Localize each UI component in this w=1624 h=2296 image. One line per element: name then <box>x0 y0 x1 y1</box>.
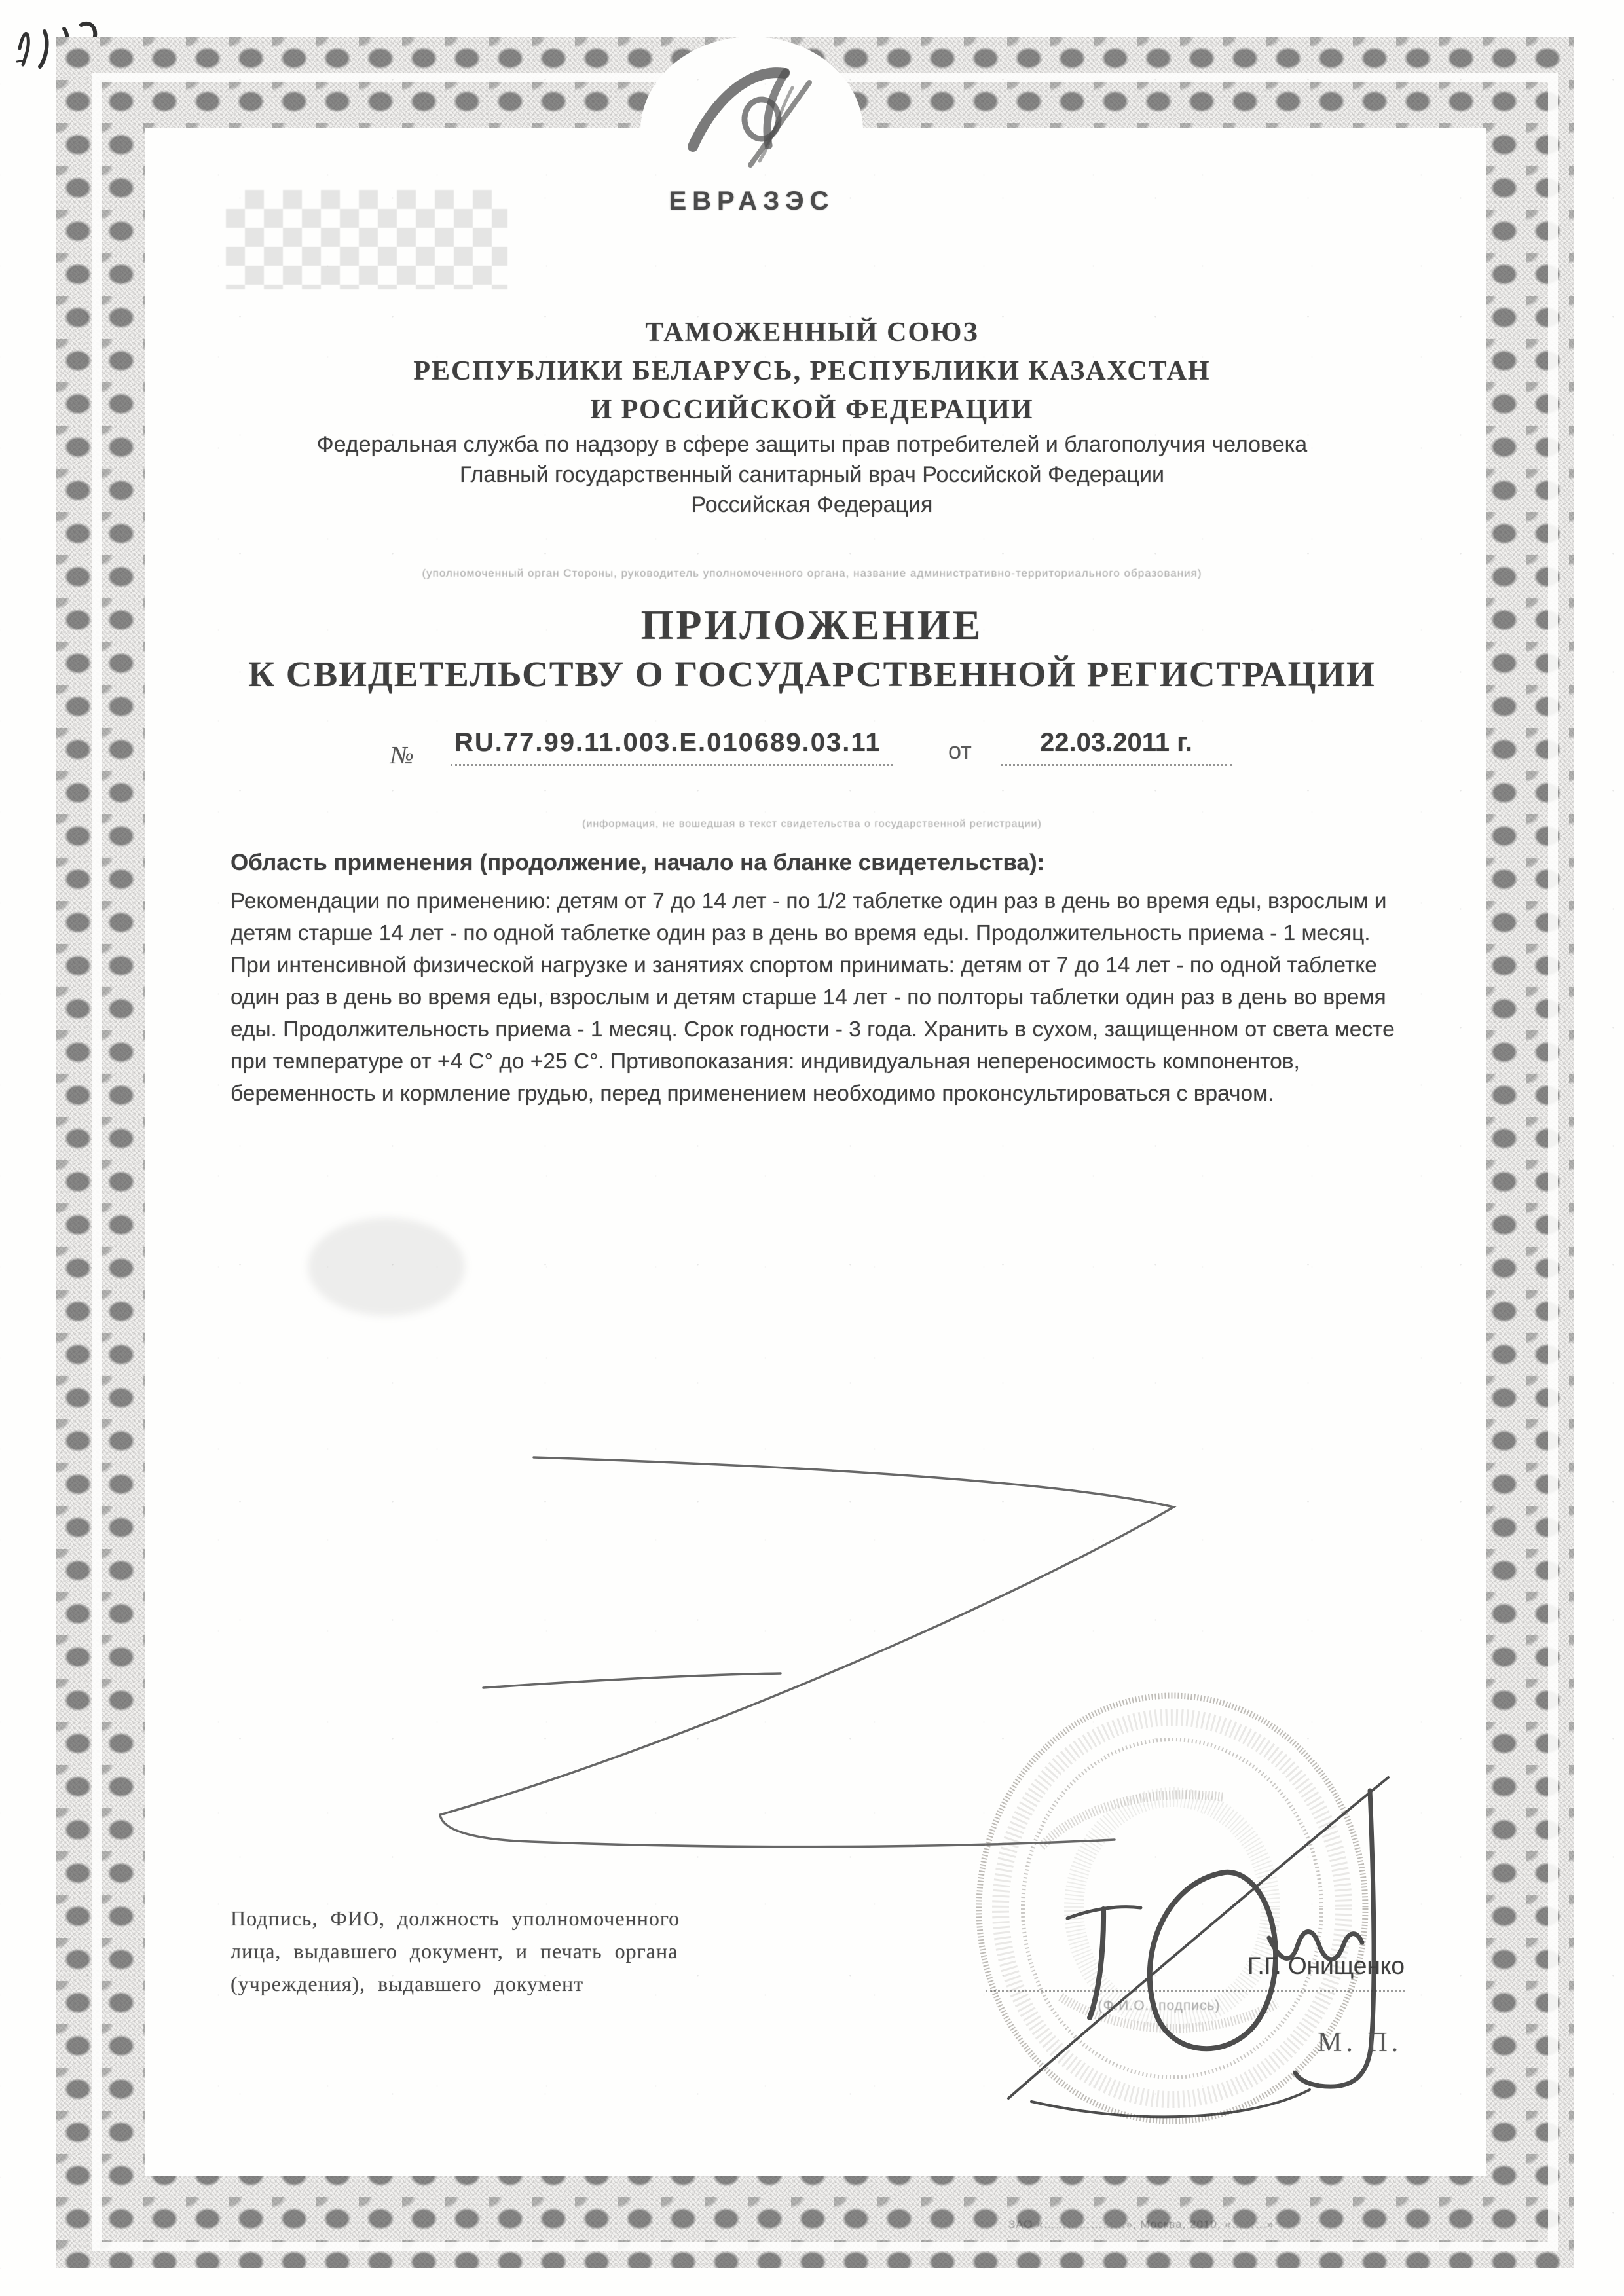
header-line-russian-federation: Российская Федерация <box>691 492 933 517</box>
eurasec-emblem-icon <box>681 48 825 186</box>
signer-underline <box>986 1990 1405 1992</box>
document-title-line2: К СВИДЕТЕЛЬСТВУ О ГОСУДАРСТВЕННОЙ РЕГИСТРАЦИИ <box>248 654 1376 694</box>
document-title-line1: ПРИЛОЖЕНИЕ <box>640 602 984 648</box>
signer-underline-note: (Ф.И.О., подпись) <box>1098 1998 1221 2013</box>
checker-pattern-remnant <box>226 190 507 289</box>
header-line-chief-sanitary-doctor: Главный государственный санитарный врач Российской Федерации <box>460 462 1164 487</box>
registration-date-label: от <box>948 737 972 764</box>
logo-org-name: ЕВРАЗЭС <box>669 187 835 215</box>
registration-number-value: RU.77.99.11.003.Е.010689.03.11 <box>451 728 893 766</box>
signature <box>969 1715 1441 2134</box>
logo-medallion <box>640 37 863 225</box>
scan-smudge <box>308 1218 465 1316</box>
authority-template-note: (уполномоченный орган Стороны, руководитель уполномоченного органа, название административно-территориального образования) <box>422 567 1202 579</box>
signer-name: Г.Г. Онищенко <box>1247 1952 1405 1979</box>
signature-caption-line3: (учреждения), выдавшего документ <box>231 1972 584 1995</box>
registration-date-value: 22.03.2011 г. <box>1001 728 1232 766</box>
header-line-customs-union: ТАМОЖЕННЫЙ СОЮЗ <box>645 318 979 348</box>
header-line-republics: РЕСПУБЛИКИ БЕЛАРУСЬ, РЕСПУБЛИКИ КАЗАХСТАН <box>413 356 1211 386</box>
header-line-federal-service: Федеральная служба по надзору в сфере защиты прав потребителей и благополучия человека <box>316 432 1308 457</box>
header-line-russian-federation-caps: И РОССИЙСКОЙ ФЕДЕРАЦИИ <box>590 395 1034 425</box>
registration-info-note: (информация, не вошедшая в текст свидетельства о государственной регистрации) <box>582 818 1042 829</box>
signature-caption-line1: Подпись, ФИО, должность уполномоченного <box>231 1906 680 1930</box>
signature-caption-line2: лица, выдавшего документ, и печать органа <box>231 1939 678 1963</box>
printer-fine-print: ЗАО «…………………», Москва, 2010, «………» <box>1008 2218 1274 2231</box>
scope-heading: Область применения (продолжение, начало на бланке свидетельства): <box>231 850 1045 875</box>
stamp-place-label: М. П. <box>1318 2028 1403 2058</box>
registration-number-label: № <box>390 742 414 769</box>
scope-paragraph: Рекомендации по применению: детям от 7 до 14 лет - по 1/2 таблетке один раз в день во время еды, взрослым и детям старше 14 лет - по одной таблетке один раз в день во время еды. Продолжительность приема - 1 месяц. При интенсивной физической нагрузке и занятиях спортом принимать: детям от 7 до 14 лет - по одной таблетке один раз в день во время еды, взрослым и детям старше 14 лет - по полторы таблетки один раз в день во время еды. Продолжительность приема - 1 месяц. Срок годности - 3 года. Хранить в сухом, защищенном от света месте при температуре от +4 С° до +25 С°. Пртивопоказания: индивидуальная непереносимость компонентов, беременность и кормление грудью, перед применением необходимо проконсультироваться с врачом. <box>231 889 1395 1106</box>
